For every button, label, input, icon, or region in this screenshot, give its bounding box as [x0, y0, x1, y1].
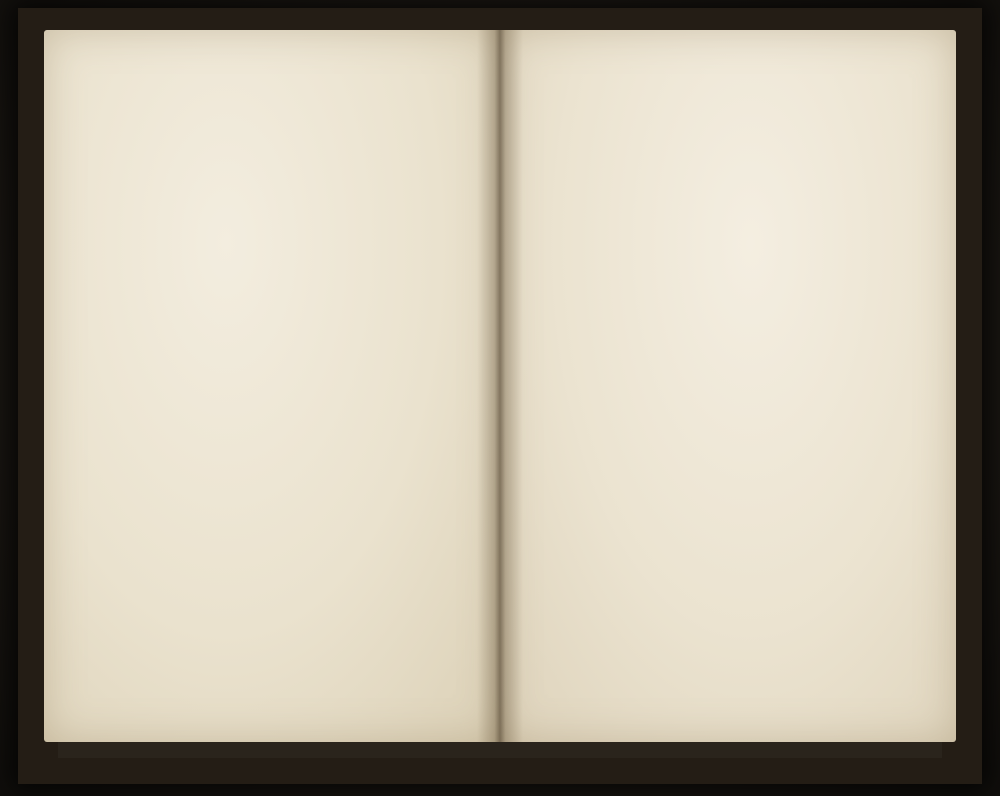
page-spread: [44, 30, 956, 742]
book-edge-bottom: [18, 758, 982, 784]
right-page: [500, 30, 956, 742]
left-page: [44, 30, 500, 742]
open-book: [18, 8, 982, 784]
